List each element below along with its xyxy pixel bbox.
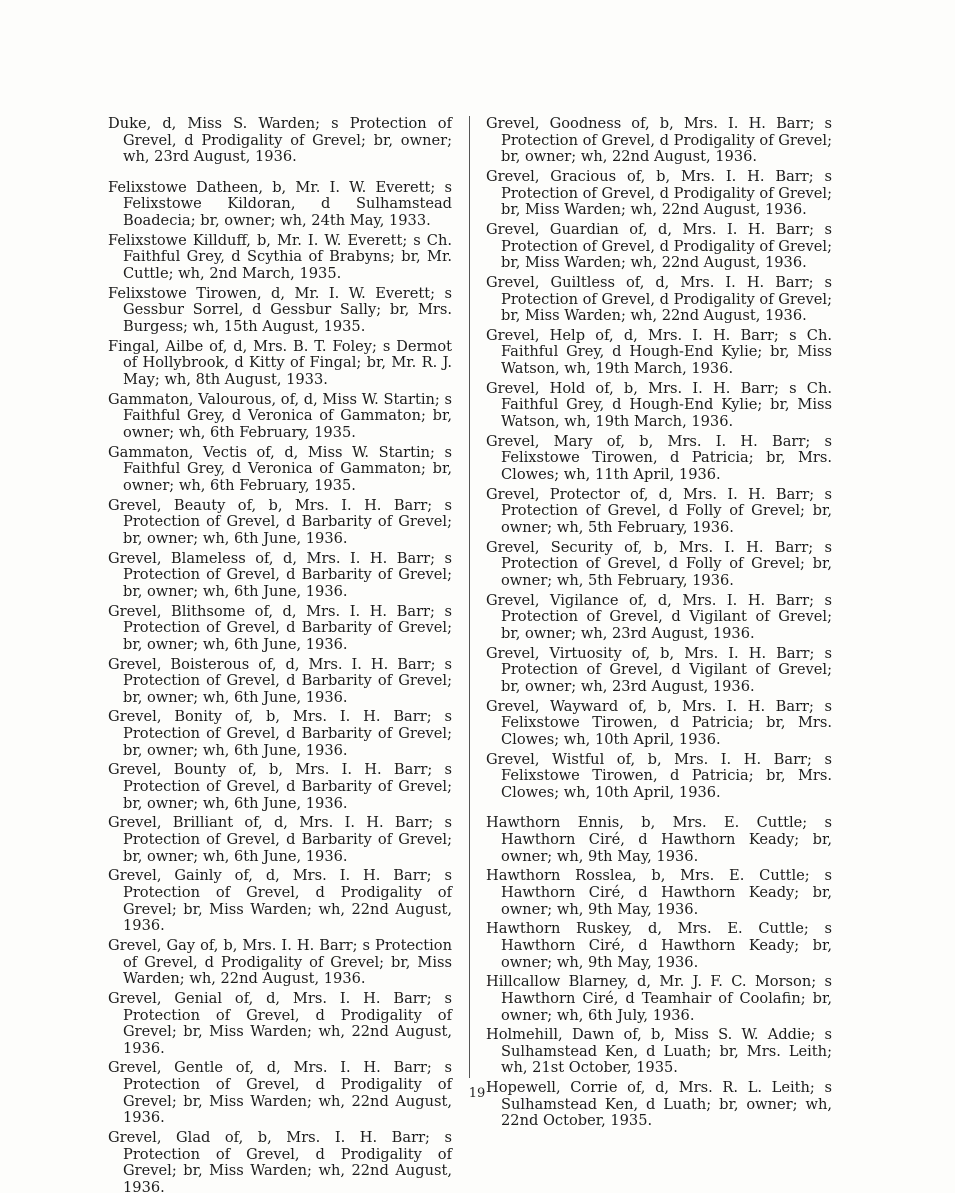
register-entry: Grevel, Genial of, d, Mrs. I. H. Barr; s Protection of Grevel, d Prodigality of Grevel; br, Miss Warden; wh, 22nd August, 1936.	[108, 989, 452, 1057]
register-entry: Felixstowe Tirowen, d, Mr. I. W. Everett; s Gessbur Sorrel, d Gessbur Sally; br, Mrs. Burgess; wh, 15th August, 1935.	[108, 284, 452, 335]
register-entry: Fingal, Ailbe of, d, Mrs. B. T. Foley; s Dermot of Hollybrook, d Kitty of Fingal; br, Mr. R. J. May; wh, 8th August, 1933.	[108, 337, 452, 388]
register-entry: Holmehill, Dawn of, b, Miss S. W. Addie; s Sulhamstead Ken, d Luath; br, Mrs. Leith; wh, 21st October, 1935.	[486, 1026, 832, 1077]
register-entry: Grevel, Blithsome of, d, Mrs. I. H. Barr; s Protection of Grevel, d Barbarity of Grevel; br, owner; wh, 6th June, 1936.	[108, 602, 452, 653]
register-entry: Grevel, Gracious of, b, Mrs. I. H. Barr; s Protection of Grevel, d Prodigality of Grevel; br, Miss Warden; wh, 22nd August, 1936.	[486, 167, 832, 219]
column-divider	[469, 116, 470, 1078]
register-entry: Grevel, Wistful of, b, Mrs. I. H. Barr; s Felixstowe Tirowen, d Patricia; br, Mrs. Clowes; wh, 10th April, 1936.	[486, 750, 832, 801]
register-entry: Grevel, Protector of, d, Mrs. I. H. Barr; s Protection of Grevel, d Folly of Grevel; br, owner; wh, 5th February, 1936.	[486, 485, 832, 536]
register-entry: Grevel, Gentle of, d, Mrs. I. H. Barr; s Protection of Grevel, d Prodigality of Grevel; br, Miss Warden; wh, 22nd August, 1936.	[108, 1059, 452, 1127]
register-entry: Grevel, Glad of, b, Mrs. I. H. Barr; s Protection of Grevel, d Prodigality of Grevel; br, Miss Warden; wh, 22nd August, 1936.	[108, 1129, 452, 1196]
register-entry: Grevel, Hold of, b, Mrs. I. H. Barr; s Ch. Faithful Grey, d Hough-End Kylie; br, Miss Watson, wh, 19th March, 1936.	[486, 379, 832, 431]
register-entry: Grevel, Beauty of, b, Mrs. I. H. Barr; s Protection of Grevel, d Barbarity of Grevel; br, owner; wh, 6th June, 1936.	[108, 496, 452, 547]
page-number: 19	[468, 1086, 486, 1101]
right-column	[486, 116, 832, 1133]
register-entry: Grevel, Bounty of, b, Mrs. I. H. Barr; s Protection of Grevel, d Barbarity of Grevel; br, owner; wh, 6th June, 1936.	[108, 761, 452, 812]
register-entry: Grevel, Vigilance of, d, Mrs. I. H. Barr; s Protection of Grevel, d Vigilant of Grevel; br, owner; wh, 23rd August, 1936.	[486, 591, 832, 642]
register-entry: Felixstowe Datheen, b, Mr. I. W. Everett; s Felixstowe Kildoran, d Sulhamstead Boadecia; br, owner; wh, 24th May, 1933.	[108, 178, 452, 229]
register-entry: Grevel, Security of, b, Mrs. I. H. Barr; s Protection of Grevel, d Folly of Grevel; br, owner; wh, 5th February, 1936.	[486, 538, 832, 589]
left-column	[108, 116, 452, 1200]
register-entry: Grevel, Mary of, b, Mrs. I. H. Barr; s Felixstowe Tirowen, d Patricia; br, Mrs. Clowes; wh, 11th April, 1936.	[486, 432, 832, 483]
register-entry: Hopewell, Corrie of, d, Mrs. R. L. Leith; s Sulhamstead Ken, d Luath; br, owner; wh, 22nd October, 1935.	[486, 1079, 832, 1130]
register-entry: Gammaton, Valourous, of, d, Miss W. Startin; s Faithful Grey, d Veronica of Gammaton; br, owner; wh, 6th February, 1935.	[108, 390, 452, 441]
register-entry: Grevel, Brilliant of, d, Mrs. I. H. Barr; s Protection of Grevel, d Barbarity of Grevel; br, owner; wh, 6th June, 1936.	[108, 814, 452, 865]
register-entry: Grevel, Gay of, b, Mrs. I. H. Barr; s Protection of Grevel, d Prodigality of Grevel; br, Miss Warden; wh, 22nd August, 1936.	[108, 936, 452, 988]
register-entry: Duke, d, Miss S. Warden; s Protection of Grevel, d Prodigality of Grevel; br, owner; wh, 23rd August, 1936.	[108, 115, 452, 166]
register-entry: Grevel, Goodness of, b, Mrs. I. H. Barr; s Protection of Grevel, d Prodigality of Grevel; br, owner; wh, 22nd August, 1936.	[486, 115, 832, 166]
register-entry: Grevel, Bonity of, b, Mrs. I. H. Barr; s Protection of Grevel, d Barbarity of Grevel; br, owner; wh, 6th June, 1936.	[108, 708, 452, 759]
register-entry: Grevel, Virtuosity of, b, Mrs. I. H. Barr; s Protection of Grevel, d Vigilant of Grevel; br, owner; wh, 23rd August, 1936.	[486, 644, 832, 695]
register-entry: Grevel, Blameless of, d, Mrs. I. H. Barr; s Protection of Grevel, d Barbarity of Grevel; br, owner; wh, 6th June, 1936.	[108, 549, 452, 600]
register-entry: Grevel, Gainly of, d, Mrs. I. H. Barr; s Protection of Grevel, d Prodigality of Grevel; br, Miss Warden; wh, 22nd August, 1936.	[108, 867, 452, 935]
register-entry: Grevel, Guardian of, d, Mrs. I. H. Barr; s Protection of Grevel, d Prodigality of Grevel; br, Miss Warden; wh, 22nd August, 1936.	[486, 220, 832, 272]
register-entry: Felixstowe Killduff, b, Mr. I. W. Everett; s Ch. Faithful Grey, d Scythia of Brabyns; br, Mr. Cuttle; wh, 2nd March, 1935.	[108, 231, 452, 282]
register-entry: Hawthorn Ruskey, d, Mrs. E. Cuttle; s Hawthorn Ciré, d Hawthorn Keady; br, owner; wh, 9th May, 1936.	[486, 920, 832, 971]
register-entry: Hawthorn Ennis, b, Mrs. E. Cuttle; s Hawthorn Ciré, d Hawthorn Keady; br, owner; wh, 9th May, 1936.	[486, 814, 832, 865]
register-entry: Grevel, Help of, d, Mrs. I. H. Barr; s Ch. Faithful Grey, d Hough-End Kylie; br, Miss Watson, wh, 19th March, 1936.	[486, 326, 832, 378]
register-entry: Hawthorn Rosslea, b, Mrs. E. Cuttle; s Hawthorn Ciré, d Hawthorn Keady; br, owner; wh, 9th May, 1936.	[486, 867, 832, 918]
register-entry: Gammaton, Vectis of, d, Miss W. Startin; s Faithful Grey, d Veronica of Gammaton; br, owner; wh, 6th February, 1935.	[108, 443, 452, 494]
register-entry: Hillcallow Blarney, d, Mr. J. F. C. Morson; s Hawthorn Ciré, d Teamhair of Coolafin; br, owner; wh, 6th July, 1936.	[486, 973, 832, 1024]
register-entry: Grevel, Guiltless of, d, Mrs. I. H. Barr; s Protection of Grevel, d Prodigality of Grevel; br, Miss Warden; wh, 22nd August, 1936.	[486, 273, 832, 325]
register-entry: Grevel, Wayward of, b, Mrs. I. H. Barr; s Felixstowe Tirowen, d Patricia; br, Mrs. Clowes; wh, 10th April, 1936.	[486, 697, 832, 748]
register-entry: Grevel, Boisterous of, d, Mrs. I. H. Barr; s Protection of Grevel, d Barbarity of Grevel; br, owner; wh, 6th June, 1936.	[108, 655, 452, 706]
